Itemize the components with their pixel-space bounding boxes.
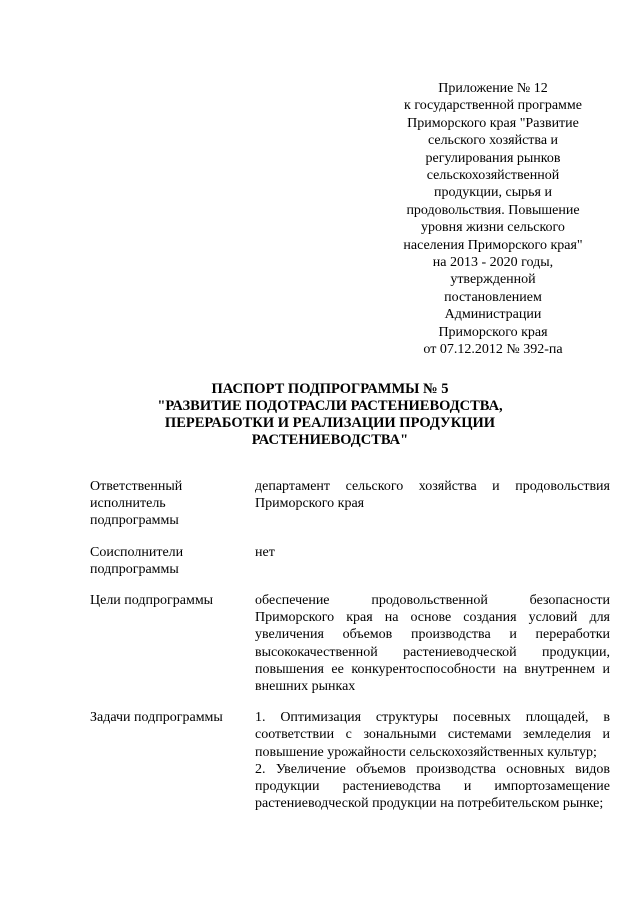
appendix-line: постановлением [444,289,542,305]
appendix-line: Приложение № 12 [438,81,548,96]
row-value: департамент сельского хозяйства и продовольствия Приморского края [255,479,610,512]
title-line: ПАСПОРТ ПОДПРОГРАММЫ № 5 [211,381,449,397]
task-item: 2. Увеличение объемов производства основных видов продукции растениеводства и импортозамещение растениеводческой продукции на потребительском рынке; [255,761,610,812]
appendix-block [388,80,598,359]
appendix-line: от 07.12.2012 № 392-па [423,342,563,358]
row-label: Ответственный исполнитель подпрограммы [90,479,183,529]
title-line: ПЕРЕРАБОТКИ И РЕАЛИЗАЦИИ ПРОДУКЦИИ [164,415,496,431]
row-label: Задачи подпрограммы [90,710,223,726]
row-label: Цели подпрограммы [90,593,214,609]
appendix-line: на 2013 - 2020 годы, [432,255,554,271]
appendix-line: продовольствия. Повышение [406,202,580,218]
title-line: "РАЗВИТИЕ ПОДОТРАСЛИ РАСТЕНИЕВОДСТВА, [157,398,503,414]
passport-row-responsible [90,478,610,530]
row-value [255,709,610,812]
passport-row-tasks [90,709,610,812]
passport-table [90,478,610,826]
appendix-line: Приморского края "Развитие [407,115,579,131]
document-title [90,381,570,449]
passport-row-co-executors [90,544,610,578]
appendix-line: продукции, сырья и [434,185,552,201]
appendix-line: населения Приморского края" [403,237,583,253]
appendix-line: Приморского края [438,324,548,340]
appendix-line: Администрации [444,307,542,323]
row-value: обеспечение продовольственной безопасности Приморского края на основе создания условий для увеличения объемов производства и переработки высококачественной растениеводческой продукции, повышения ее конкурентоспособности на внутреннем и внешних рынках [255,593,610,695]
task-item: 1. Оптимизация структуры посевных площадей, в соответствии с зональными системами земледелия и повышение урожайности сельскохозяйственных культур; [255,710,610,760]
passport-row-goals [90,592,610,695]
title-line: РАСТЕНИЕВОДСТВА" [251,432,409,448]
appendix-line: регулирования рынков [425,150,561,166]
appendix-line: к государственной программе [404,98,582,114]
appendix-line: уровня жизни сельского [421,220,565,236]
appendix-line: сельскохозяйственной [426,168,560,184]
appendix-line: сельского хозяйства и [427,133,559,149]
row-label: Соисполнители подпрограммы [90,544,184,577]
appendix-line: утвержденной [450,272,536,288]
row-value: нет [255,544,275,560]
